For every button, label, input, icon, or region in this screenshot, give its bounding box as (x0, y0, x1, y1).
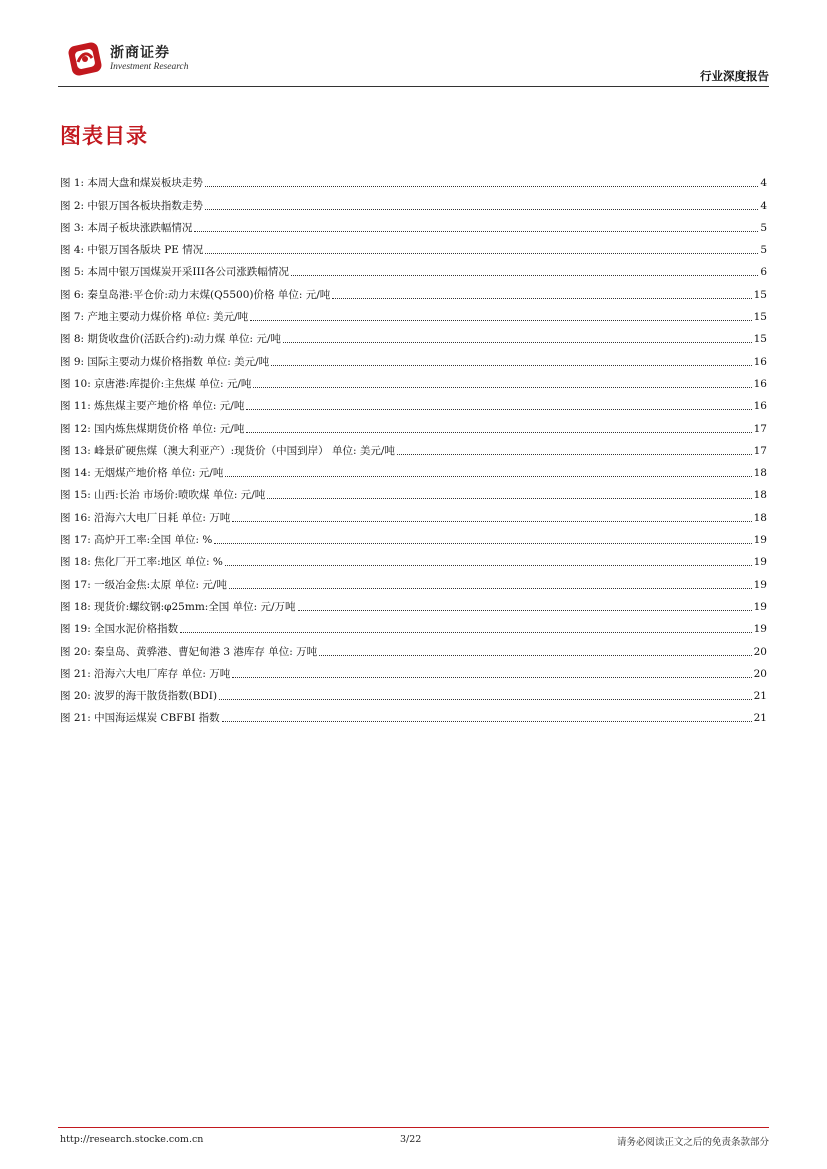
toc-entry-label: 图 15: 山西:长治 市场价:喷吹煤 单位: 元/吨 (60, 489, 266, 502)
footer-url[interactable]: http://research.stocke.com.cn (60, 1134, 204, 1145)
toc-entry-label: 图 21: 沿海六大电厂库存 单位: 万吨 (60, 667, 231, 680)
footer-divider (58, 1127, 769, 1128)
toc-dot-leader (225, 565, 752, 566)
toc-entry-page: 19 (753, 534, 767, 547)
toc-entry[interactable] (60, 547, 767, 569)
toc-entry[interactable] (60, 235, 767, 257)
toc-entry-page: 17 (753, 444, 767, 457)
figure-list (60, 168, 767, 725)
report-type-label: 行业深度报告 (700, 69, 769, 83)
toc-dot-leader (232, 677, 751, 678)
toc-entry-label: 图 12: 国内炼焦煤期货价格 单位: 元/吨 (60, 422, 245, 435)
toc-entry-page: 19 (753, 578, 767, 591)
toc-dot-leader (225, 476, 751, 477)
toc-entry-page: 21 (753, 712, 767, 725)
toc-entry-label: 图 13: 峰景矿硬焦煤（澳大利亚产）:现货价（中国到岸） 单位: 美元/吨 (60, 444, 395, 457)
toc-dot-leader (232, 521, 751, 522)
toc-entry[interactable] (60, 257, 767, 279)
toc-entry[interactable] (60, 324, 767, 346)
toc-entry[interactable] (60, 190, 767, 212)
toc-dot-leader (246, 432, 751, 433)
toc-entry-page: 5 (760, 221, 767, 234)
toc-entry-label: 图 9: 国际主要动力煤价格指数 单位: 美元/吨 (60, 355, 270, 368)
toc-entry[interactable] (60, 636, 767, 658)
toc-entry-page: 18 (753, 511, 767, 524)
toc-dot-leader (267, 498, 751, 499)
logo-english-name: Investment Research (110, 62, 189, 72)
toc-entry[interactable] (60, 391, 767, 413)
toc-entry-label: 图 6: 秦皇岛港:平仓价:动力末煤(Q5500)价格 单位: 元/吨 (60, 288, 331, 301)
toc-entry[interactable] (60, 436, 767, 458)
toc-dot-leader (397, 454, 752, 455)
toc-entry[interactable] (60, 614, 767, 636)
toc-entry-label: 图 19: 全国水泥价格指数 (60, 623, 179, 636)
toc-entry-label: 图 7: 产地主要动力煤价格 单位: 美元/吨 (60, 311, 249, 324)
toc-entry-page: 15 (753, 288, 767, 301)
toc-dot-leader (332, 298, 751, 299)
toc-dot-leader (229, 588, 752, 589)
toc-entry-label: 图 11: 炼焦煤主要产地价格 单位: 元/吨 (60, 400, 245, 413)
toc-dot-leader (222, 721, 752, 722)
toc-entry[interactable] (60, 502, 767, 524)
toc-entry-page: 17 (753, 422, 767, 435)
toc-entry-page: 16 (753, 377, 767, 390)
toc-entry-page: 4 (760, 199, 767, 212)
toc-dot-leader (250, 320, 751, 321)
logo-emblem-icon (66, 38, 106, 78)
toc-entry-page: 16 (753, 355, 767, 368)
toc-dot-leader (219, 699, 752, 700)
toc-entry-page: 21 (753, 690, 767, 703)
toc-entry[interactable] (60, 525, 767, 547)
toc-dot-leader (214, 543, 751, 544)
toc-entry-page: 20 (753, 667, 767, 680)
toc-entry-label: 图 1: 本周大盘和煤炭板块走势 (60, 177, 203, 190)
header-divider (58, 86, 769, 87)
toc-entry-page: 15 (753, 311, 767, 324)
toc-dot-leader (180, 632, 752, 633)
toc-entry-page: 19 (753, 556, 767, 569)
toc-entry-label: 图 16: 沿海六大电厂日耗 单位: 万吨 (60, 511, 231, 524)
toc-entry-label: 图 14: 无烟煤产地价格 单位: 元/吨 (60, 467, 224, 480)
toc-entry-page: 20 (753, 645, 767, 658)
toc-entry[interactable] (60, 569, 767, 591)
page-number: 3/22 (400, 1134, 422, 1145)
toc-entry[interactable] (60, 659, 767, 681)
toc-dot-leader (205, 186, 758, 187)
toc-entry-label: 图 3: 本周子板块涨跌幅情况 (60, 221, 193, 234)
toc-entry-page: 5 (760, 244, 767, 257)
toc-entry-page: 4 (760, 177, 767, 190)
toc-entry-label: 图 18: 焦化厂开工率:地区 单位: % (60, 556, 223, 569)
toc-dot-leader (253, 387, 751, 388)
toc-entry[interactable] (60, 369, 767, 391)
toc-entry[interactable] (60, 413, 767, 435)
toc-entry[interactable] (60, 480, 767, 502)
toc-dot-leader (246, 409, 751, 410)
toc-entry-label: 图 21: 中国海运煤炭 CBFBI 指数 (60, 712, 220, 725)
toc-entry-page: 19 (753, 623, 767, 636)
toc-entry-page: 19 (753, 600, 767, 613)
toc-entry-page: 15 (753, 333, 767, 346)
toc-dot-leader (194, 231, 758, 232)
toc-entry[interactable] (60, 592, 767, 614)
toc-dot-leader (319, 655, 751, 656)
toc-entry-page: 18 (753, 467, 767, 480)
toc-entry[interactable] (60, 279, 767, 301)
toc-entry[interactable] (60, 346, 767, 368)
toc-entry-label: 图 8: 期货收盘价(活跃合约):动力煤 单位: 元/吨 (60, 333, 281, 346)
toc-dot-leader (291, 275, 758, 276)
toc-entry-page: 6 (760, 266, 767, 279)
toc-entry[interactable] (60, 213, 767, 235)
toc-entry-label: 图 18: 现货价:螺纹钢:φ25mm:全国 单位: 元/万吨 (60, 600, 296, 613)
toc-entry[interactable] (60, 703, 767, 725)
page-header (0, 0, 827, 90)
toc-dot-leader (205, 209, 758, 210)
toc-dot-leader (283, 342, 752, 343)
toc-entry[interactable] (60, 458, 767, 480)
disclaimer-note: 请务必阅读正文之后的免责条款部分 (616, 1137, 769, 1148)
toc-entry-label: 图 10: 京唐港:库提价:主焦煤 单位: 元/吨 (60, 377, 252, 390)
toc-entry-label: 图 20: 波罗的海干散货指数(BDI) (60, 690, 218, 703)
toc-dot-leader (205, 253, 758, 254)
company-logo (66, 38, 189, 82)
toc-dot-leader (298, 610, 752, 611)
toc-entry-page: 18 (753, 489, 767, 502)
toc-entry-page: 16 (753, 400, 767, 413)
toc-entry-label: 图 20: 秦皇岛、黄骅港、曹妃甸港 3 港库存 单位: 万吨 (60, 645, 318, 658)
toc-entry[interactable] (60, 681, 767, 703)
toc-entry[interactable] (60, 302, 767, 324)
toc-entry-label: 图 17: 高炉开工率:全国 单位: % (60, 534, 213, 547)
toc-entry-label: 图 4: 中银万国各版块 PE 情况 (60, 244, 204, 257)
toc-dot-leader (271, 365, 751, 366)
toc-entry[interactable] (60, 168, 767, 190)
page-title: 图表目录 (60, 124, 148, 149)
logo-chinese-name: 浙商证券 (110, 45, 170, 61)
toc-entry-label: 图 17: 一级冶金焦:太原 单位: 元/吨 (60, 578, 227, 591)
toc-entry-label: 图 2: 中银万国各板块指数走势 (60, 199, 203, 212)
toc-entry-label: 图 5: 本周中银万国煤炭开采III各公司涨跌幅情况 (60, 266, 289, 279)
